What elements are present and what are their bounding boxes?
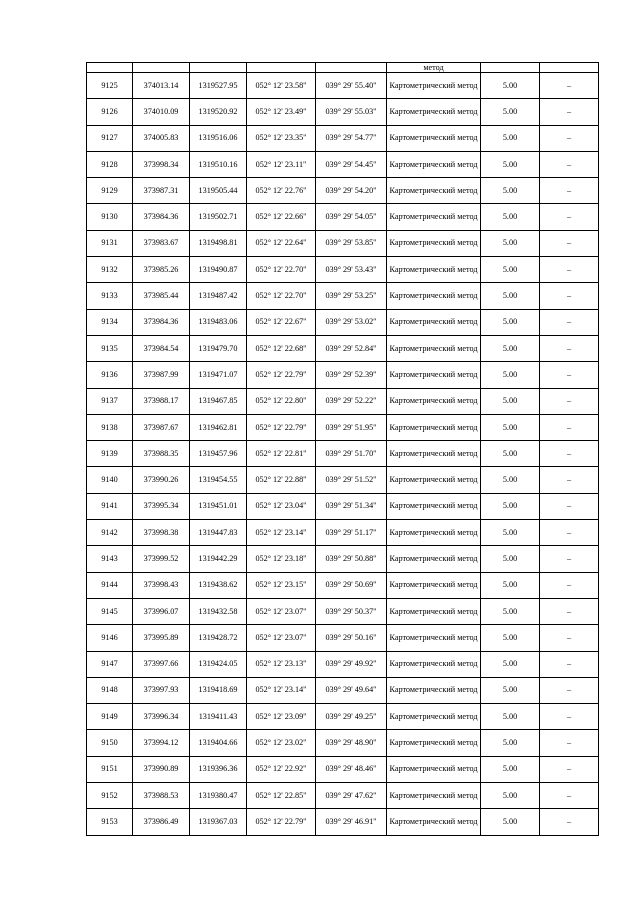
cell-method: Картометрический метод (387, 125, 481, 151)
cell-empty (540, 63, 599, 73)
cell-method-continuation: метод (387, 63, 481, 73)
cell-point-number: 9148 (87, 677, 133, 703)
table-row (87, 625, 599, 651)
cell-longitude: 039° 29' 47.62" (316, 783, 387, 809)
cell-note: – (540, 441, 599, 467)
cell-y: 1319404.66 (190, 730, 247, 756)
cell-method: Картометрический метод (387, 704, 481, 730)
cell-x: 373986.49 (133, 809, 190, 835)
cell-y: 1319428.72 (190, 625, 247, 651)
cell-accuracy: 5.00 (481, 178, 540, 204)
cell-empty (190, 63, 247, 73)
cell-latitude: 052° 12' 23.07" (247, 625, 316, 651)
cell-y: 1319487.42 (190, 283, 247, 309)
cell-accuracy: 5.00 (481, 625, 540, 651)
cell-latitude: 052° 12' 22.81" (247, 441, 316, 467)
cell-point-number: 9132 (87, 257, 133, 283)
table-row (87, 362, 599, 388)
table-row (87, 99, 599, 125)
cell-longitude: 039° 29' 55.03" (316, 99, 387, 125)
cell-latitude: 052° 12' 22.92" (247, 756, 316, 782)
cell-method: Картометрический метод (387, 756, 481, 782)
cell-longitude: 039° 29' 49.92" (316, 651, 387, 677)
document-page (86, 62, 599, 836)
cell-accuracy: 5.00 (481, 493, 540, 519)
cell-point-number: 9146 (87, 625, 133, 651)
table-row (87, 783, 599, 809)
cell-x: 373996.07 (133, 598, 190, 624)
cell-note: – (540, 388, 599, 414)
continuation-row (87, 63, 599, 73)
cell-accuracy: 5.00 (481, 467, 540, 493)
cell-y: 1319471.07 (190, 362, 247, 388)
cell-y: 1319411.43 (190, 704, 247, 730)
cell-latitude: 052° 12' 22.70" (247, 283, 316, 309)
cell-accuracy: 5.00 (481, 730, 540, 756)
cell-latitude: 052° 12' 22.64" (247, 230, 316, 256)
cell-accuracy: 5.00 (481, 362, 540, 388)
cell-y: 1319505.44 (190, 178, 247, 204)
cell-latitude: 052° 12' 22.79" (247, 414, 316, 440)
table-row (87, 756, 599, 782)
cell-empty (87, 63, 133, 73)
cell-point-number: 9144 (87, 572, 133, 598)
cell-x: 373998.34 (133, 151, 190, 177)
cell-y: 1319447.83 (190, 520, 247, 546)
cell-note: – (540, 677, 599, 703)
table-row (87, 283, 599, 309)
cell-x: 374005.83 (133, 125, 190, 151)
cell-x: 373990.26 (133, 467, 190, 493)
cell-x: 373984.54 (133, 335, 190, 361)
cell-y: 1319380.47 (190, 783, 247, 809)
cell-point-number: 9147 (87, 651, 133, 677)
cell-latitude: 052° 12' 22.85" (247, 783, 316, 809)
cell-note: – (540, 230, 599, 256)
cell-note: – (540, 309, 599, 335)
cell-point-number: 9131 (87, 230, 133, 256)
cell-accuracy: 5.00 (481, 283, 540, 309)
cell-point-number: 9149 (87, 704, 133, 730)
cell-accuracy: 5.00 (481, 704, 540, 730)
cell-point-number: 9150 (87, 730, 133, 756)
cell-note: – (540, 651, 599, 677)
table-row (87, 677, 599, 703)
cell-note: – (540, 546, 599, 572)
cell-y: 1319490.87 (190, 257, 247, 283)
cell-latitude: 052° 12' 23.15" (247, 572, 316, 598)
cell-latitude: 052° 12' 22.79" (247, 362, 316, 388)
cell-latitude: 052° 12' 23.14" (247, 520, 316, 546)
cell-accuracy: 5.00 (481, 73, 540, 99)
table-row (87, 441, 599, 467)
cell-accuracy: 5.00 (481, 257, 540, 283)
coordinates-table (86, 62, 599, 836)
cell-note: – (540, 204, 599, 230)
cell-latitude: 052° 12' 22.88" (247, 467, 316, 493)
cell-note: – (540, 283, 599, 309)
cell-point-number: 9141 (87, 493, 133, 519)
cell-note: – (540, 467, 599, 493)
cell-latitude: 052° 12' 23.14" (247, 677, 316, 703)
cell-method: Картометрический метод (387, 809, 481, 835)
cell-point-number: 9130 (87, 204, 133, 230)
table-row (87, 151, 599, 177)
cell-accuracy: 5.00 (481, 388, 540, 414)
cell-latitude: 052° 12' 23.11" (247, 151, 316, 177)
cell-longitude: 039° 29' 52.22" (316, 388, 387, 414)
cell-x: 373988.35 (133, 441, 190, 467)
cell-x: 373987.99 (133, 362, 190, 388)
cell-method: Картометрический метод (387, 230, 481, 256)
cell-longitude: 039° 29' 48.46" (316, 756, 387, 782)
table-row (87, 125, 599, 151)
cell-method: Картометрический метод (387, 99, 481, 125)
cell-point-number: 9127 (87, 125, 133, 151)
cell-method: Картометрический метод (387, 441, 481, 467)
cell-accuracy: 5.00 (481, 783, 540, 809)
cell-latitude: 052° 12' 22.68" (247, 335, 316, 361)
cell-y: 1319454.55 (190, 467, 247, 493)
cell-method: Картометрический метод (387, 362, 481, 388)
cell-y: 1319442.29 (190, 546, 247, 572)
table-row (87, 257, 599, 283)
cell-longitude: 039° 29' 49.25" (316, 704, 387, 730)
cell-accuracy: 5.00 (481, 520, 540, 546)
cell-method: Картометрический метод (387, 414, 481, 440)
cell-method: Картометрический метод (387, 493, 481, 519)
cell-point-number: 9140 (87, 467, 133, 493)
cell-method: Картометрический метод (387, 677, 481, 703)
cell-x: 373997.66 (133, 651, 190, 677)
table-row (87, 598, 599, 624)
cell-accuracy: 5.00 (481, 125, 540, 151)
table-row (87, 546, 599, 572)
cell-x: 373997.93 (133, 677, 190, 703)
cell-x: 373998.38 (133, 520, 190, 546)
table-row (87, 651, 599, 677)
cell-longitude: 039° 29' 51.34" (316, 493, 387, 519)
cell-method: Картометрический метод (387, 572, 481, 598)
cell-x: 373985.44 (133, 283, 190, 309)
cell-accuracy: 5.00 (481, 598, 540, 624)
cell-y: 1319483.06 (190, 309, 247, 335)
cell-method: Картометрический метод (387, 730, 481, 756)
cell-point-number: 9134 (87, 309, 133, 335)
cell-method: Картометрический метод (387, 467, 481, 493)
cell-method: Картометрический метод (387, 257, 481, 283)
cell-latitude: 052° 12' 22.80" (247, 388, 316, 414)
cell-latitude: 052° 12' 22.67" (247, 309, 316, 335)
cell-method: Картометрический метод (387, 520, 481, 546)
cell-empty (247, 63, 316, 73)
cell-note: – (540, 99, 599, 125)
cell-method: Картометрический метод (387, 73, 481, 99)
cell-latitude: 052° 12' 23.49" (247, 99, 316, 125)
cell-longitude: 039° 29' 53.85" (316, 230, 387, 256)
cell-empty (481, 63, 540, 73)
cell-accuracy: 5.00 (481, 204, 540, 230)
cell-latitude: 052° 12' 23.02" (247, 730, 316, 756)
cell-method: Картометрический метод (387, 625, 481, 651)
cell-y: 1319367.03 (190, 809, 247, 835)
table-row (87, 178, 599, 204)
table-row (87, 704, 599, 730)
cell-method: Картометрический метод (387, 651, 481, 677)
cell-accuracy: 5.00 (481, 414, 540, 440)
cell-note: – (540, 783, 599, 809)
table-row (87, 335, 599, 361)
cell-point-number: 9125 (87, 73, 133, 99)
cell-note: – (540, 362, 599, 388)
cell-method: Картометрический метод (387, 388, 481, 414)
cell-longitude: 039° 29' 52.84" (316, 335, 387, 361)
cell-x: 373995.89 (133, 625, 190, 651)
cell-x: 373999.52 (133, 546, 190, 572)
cell-longitude: 039° 29' 48.90" (316, 730, 387, 756)
cell-y: 1319418.69 (190, 677, 247, 703)
cell-accuracy: 5.00 (481, 677, 540, 703)
cell-y: 1319502.71 (190, 204, 247, 230)
cell-longitude: 039° 29' 50.37" (316, 598, 387, 624)
cell-latitude: 052° 12' 22.76" (247, 178, 316, 204)
table-row (87, 730, 599, 756)
cell-x: 373987.31 (133, 178, 190, 204)
cell-y: 1319396.36 (190, 756, 247, 782)
table-body (87, 63, 599, 836)
cell-note: – (540, 257, 599, 283)
cell-y: 1319424.05 (190, 651, 247, 677)
cell-x: 374013.14 (133, 73, 190, 99)
cell-x: 373983.67 (133, 230, 190, 256)
table-row (87, 204, 599, 230)
cell-point-number: 9133 (87, 283, 133, 309)
cell-x: 373987.67 (133, 414, 190, 440)
cell-point-number: 9145 (87, 598, 133, 624)
cell-y: 1319432.58 (190, 598, 247, 624)
cell-longitude: 039° 29' 54.20" (316, 178, 387, 204)
cell-note: – (540, 73, 599, 99)
cell-longitude: 039° 29' 55.40" (316, 73, 387, 99)
cell-point-number: 9153 (87, 809, 133, 835)
cell-point-number: 9151 (87, 756, 133, 782)
cell-point-number: 9139 (87, 441, 133, 467)
cell-method: Картометрический метод (387, 335, 481, 361)
cell-longitude: 039° 29' 53.43" (316, 257, 387, 283)
cell-x: 373988.53 (133, 783, 190, 809)
cell-accuracy: 5.00 (481, 309, 540, 335)
cell-x: 373985.26 (133, 257, 190, 283)
cell-longitude: 039° 29' 51.52" (316, 467, 387, 493)
cell-note: – (540, 335, 599, 361)
cell-latitude: 052° 12' 23.04" (247, 493, 316, 519)
cell-method: Картометрический метод (387, 598, 481, 624)
cell-longitude: 039° 29' 50.88" (316, 546, 387, 572)
cell-y: 1319438.62 (190, 572, 247, 598)
cell-y: 1319467.85 (190, 388, 247, 414)
cell-x: 373996.34 (133, 704, 190, 730)
cell-note: – (540, 178, 599, 204)
cell-note: – (540, 414, 599, 440)
cell-note: – (540, 520, 599, 546)
table-row (87, 809, 599, 835)
cell-longitude: 039° 29' 54.05" (316, 204, 387, 230)
cell-latitude: 052° 12' 23.09" (247, 704, 316, 730)
cell-accuracy: 5.00 (481, 756, 540, 782)
cell-latitude: 052° 12' 23.58" (247, 73, 316, 99)
table-row (87, 572, 599, 598)
cell-y: 1319510.16 (190, 151, 247, 177)
cell-accuracy: 5.00 (481, 546, 540, 572)
cell-accuracy: 5.00 (481, 809, 540, 835)
cell-x: 373990.89 (133, 756, 190, 782)
cell-latitude: 052° 12' 23.35" (247, 125, 316, 151)
table-row (87, 230, 599, 256)
cell-y: 1319520.92 (190, 99, 247, 125)
cell-x: 373998.43 (133, 572, 190, 598)
cell-method: Картометрический метод (387, 178, 481, 204)
table-row (87, 467, 599, 493)
cell-method: Картометрический метод (387, 309, 481, 335)
cell-latitude: 052° 12' 22.70" (247, 257, 316, 283)
cell-point-number: 9142 (87, 520, 133, 546)
cell-note: – (540, 598, 599, 624)
cell-note: – (540, 493, 599, 519)
cell-longitude: 039° 29' 51.95" (316, 414, 387, 440)
cell-latitude: 052° 12' 23.18" (247, 546, 316, 572)
cell-point-number: 9137 (87, 388, 133, 414)
cell-method: Картометрический метод (387, 283, 481, 309)
cell-longitude: 039° 29' 51.17" (316, 520, 387, 546)
cell-longitude: 039° 29' 54.45" (316, 151, 387, 177)
cell-latitude: 052° 12' 23.13" (247, 651, 316, 677)
cell-y: 1319516.06 (190, 125, 247, 151)
cell-accuracy: 5.00 (481, 651, 540, 677)
cell-x: 374010.09 (133, 99, 190, 125)
table-row (87, 414, 599, 440)
cell-x: 373994.12 (133, 730, 190, 756)
cell-point-number: 9135 (87, 335, 133, 361)
cell-note: – (540, 572, 599, 598)
cell-y: 1319462.81 (190, 414, 247, 440)
cell-y: 1319498.81 (190, 230, 247, 256)
cell-latitude: 052° 12' 22.66" (247, 204, 316, 230)
cell-longitude: 039° 29' 50.16" (316, 625, 387, 651)
cell-longitude: 039° 29' 46.91" (316, 809, 387, 835)
cell-note: – (540, 704, 599, 730)
table-row (87, 388, 599, 414)
cell-point-number: 9143 (87, 546, 133, 572)
cell-note: – (540, 151, 599, 177)
cell-method: Картометрический метод (387, 204, 481, 230)
table-row (87, 520, 599, 546)
table-row (87, 309, 599, 335)
cell-accuracy: 5.00 (481, 572, 540, 598)
cell-longitude: 039° 29' 51.70" (316, 441, 387, 467)
cell-point-number: 9129 (87, 178, 133, 204)
cell-method: Картометрический метод (387, 151, 481, 177)
cell-latitude: 052° 12' 23.07" (247, 598, 316, 624)
cell-longitude: 039° 29' 52.39" (316, 362, 387, 388)
cell-note: – (540, 756, 599, 782)
cell-longitude: 039° 29' 49.64" (316, 677, 387, 703)
cell-point-number: 9138 (87, 414, 133, 440)
table-row (87, 493, 599, 519)
cell-y: 1319451.01 (190, 493, 247, 519)
cell-accuracy: 5.00 (481, 335, 540, 361)
cell-y: 1319479.70 (190, 335, 247, 361)
cell-note: – (540, 125, 599, 151)
cell-longitude: 039° 29' 50.69" (316, 572, 387, 598)
cell-point-number: 9126 (87, 99, 133, 125)
cell-accuracy: 5.00 (481, 99, 540, 125)
cell-longitude: 039° 29' 54.77" (316, 125, 387, 151)
cell-method: Картометрический метод (387, 546, 481, 572)
cell-y: 1319527.95 (190, 73, 247, 99)
cell-note: – (540, 625, 599, 651)
cell-accuracy: 5.00 (481, 230, 540, 256)
cell-point-number: 9136 (87, 362, 133, 388)
table-row (87, 73, 599, 99)
cell-latitude: 052° 12' 22.79" (247, 809, 316, 835)
cell-note: – (540, 809, 599, 835)
cell-x: 373984.36 (133, 309, 190, 335)
cell-method: Картометрический метод (387, 783, 481, 809)
cell-x: 373988.17 (133, 388, 190, 414)
cell-point-number: 9128 (87, 151, 133, 177)
cell-empty (133, 63, 190, 73)
cell-x: 373995.34 (133, 493, 190, 519)
cell-y: 1319457.96 (190, 441, 247, 467)
cell-accuracy: 5.00 (481, 441, 540, 467)
cell-x: 373984.36 (133, 204, 190, 230)
cell-point-number: 9152 (87, 783, 133, 809)
cell-longitude: 039° 29' 53.02" (316, 309, 387, 335)
cell-note: – (540, 730, 599, 756)
cell-empty (316, 63, 387, 73)
cell-longitude: 039° 29' 53.25" (316, 283, 387, 309)
cell-accuracy: 5.00 (481, 151, 540, 177)
